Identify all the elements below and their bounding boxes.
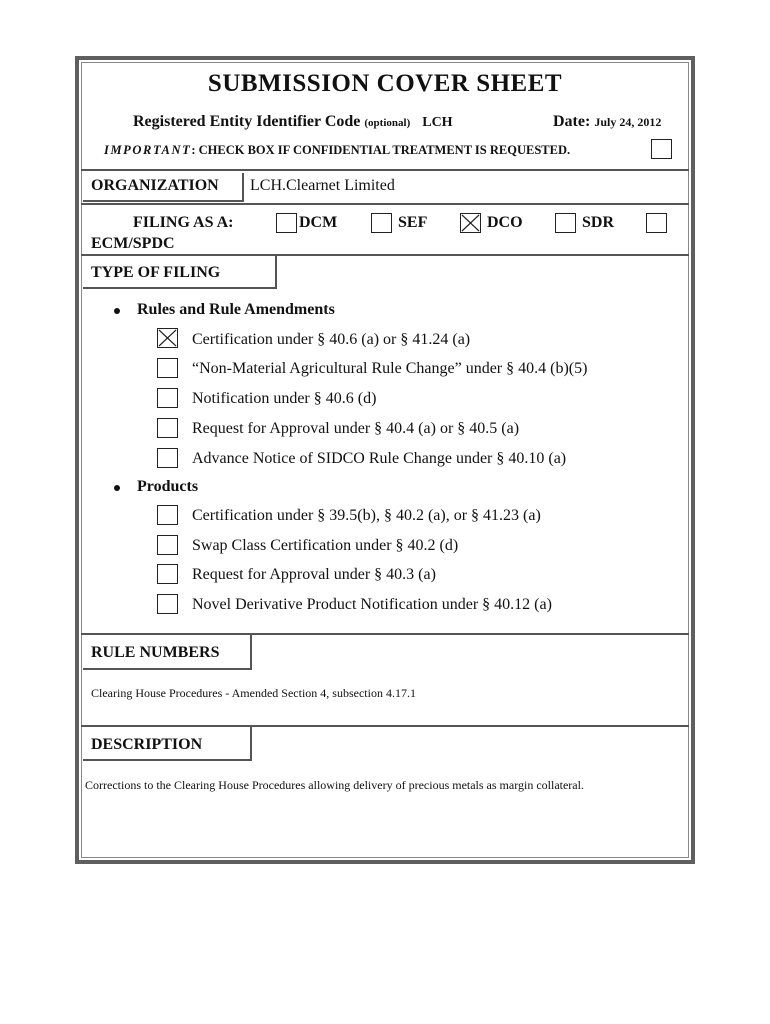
sdr-label: SDR xyxy=(582,214,615,231)
dcm-label: DCM xyxy=(299,214,338,231)
rule-certification-checkbox[interactable] xyxy=(157,328,178,348)
optional-label: (optional) xyxy=(364,117,411,129)
registered-entity-label: Registered Entity Identifier Code xyxy=(133,113,361,130)
dco-checkbox[interactable] xyxy=(460,213,481,233)
swap-class-label: Swap Class Certification under § 40.2 (d) xyxy=(192,537,459,554)
rule-approval-checkbox[interactable] xyxy=(157,418,178,438)
rule-numbers-text: Clearing House Procedures - Amended Section 4, subsection 4.17.1 xyxy=(91,686,416,700)
date-value: July 24, 2012 xyxy=(594,115,662,129)
non-material-change-checkbox[interactable] xyxy=(157,358,178,378)
description-label: DESCRIPTION xyxy=(91,736,203,753)
description-text: Corrections to the Clearing House Procedures allowing delivery of precious metals as margin collateral. xyxy=(85,778,584,792)
important-text: : CHECK BOX IF CONFIDENTIAL TREATMENT IS REQUESTED. xyxy=(191,143,571,157)
notification-label: Notification under § 40.6 (d) xyxy=(192,390,377,407)
important-label: IMPORTANT xyxy=(104,143,192,157)
sidco-notice-label: Advance Notice of SIDCO Rule Change under § 40.10 (a) xyxy=(192,450,567,467)
product-certification-label: Certification under § 39.5(b), § 40.2 (a), or § 41.23 (a) xyxy=(192,507,541,524)
dcm-checkbox[interactable] xyxy=(276,213,297,233)
sef-label: SEF xyxy=(398,214,428,231)
ecm-spdc-checkbox[interactable] xyxy=(646,213,667,233)
sidco-notice-checkbox[interactable] xyxy=(157,448,178,468)
sef-checkbox[interactable] xyxy=(371,213,392,233)
rule-certification-label: Certification under § 40.6 (a) or § 41.24 (a) xyxy=(192,331,471,348)
product-approval-label: Request for Approval under § 40.3 (a) xyxy=(192,566,436,583)
organization-value: LCH.Clearnet Limited xyxy=(250,177,395,194)
rules-group-label: Rules and Rule Amendments xyxy=(137,301,335,318)
novel-derivative-checkbox[interactable] xyxy=(157,594,178,614)
checkmark-x-icon xyxy=(461,214,480,232)
swap-class-checkbox[interactable] xyxy=(157,535,178,555)
confidential-checkbox[interactable] xyxy=(651,139,672,159)
checkmark-x-icon xyxy=(158,329,177,347)
product-approval-checkbox[interactable] xyxy=(157,564,178,584)
non-material-change-label: “Non-Material Agricultural Rule Change” under § 40.4 (b)(5) xyxy=(192,360,588,377)
ecm-spdc-label: ECM/SPDC xyxy=(91,235,175,252)
entity-code: LCH xyxy=(422,115,453,130)
divider xyxy=(81,169,689,171)
form-title: SUBMISSION COVER SHEET xyxy=(207,70,563,97)
divider xyxy=(81,203,689,205)
date-line xyxy=(553,113,661,131)
products-group-label: Products xyxy=(137,478,199,495)
sdr-checkbox[interactable] xyxy=(555,213,576,233)
registered-entity-line xyxy=(133,113,453,131)
bullet-icon xyxy=(114,308,120,314)
notification-checkbox[interactable] xyxy=(157,388,178,408)
rule-approval-label: Request for Approval under § 40.4 (a) or § 40.5 (a) xyxy=(192,420,520,437)
rule-numbers-label: RULE NUMBERS xyxy=(91,644,220,661)
bullet-icon xyxy=(114,485,120,491)
novel-derivative-label: Novel Derivative Product Notification under § 40.12 (a) xyxy=(192,596,552,613)
product-certification-checkbox[interactable] xyxy=(157,505,178,525)
dco-label: DCO xyxy=(487,214,523,231)
date-label: Date: xyxy=(553,113,591,130)
type-of-filing-label: TYPE OF FILING xyxy=(91,264,221,281)
filing-as-label: FILING AS A: xyxy=(133,214,234,231)
organization-label: ORGANIZATION xyxy=(91,177,219,194)
important-notice xyxy=(104,143,570,158)
